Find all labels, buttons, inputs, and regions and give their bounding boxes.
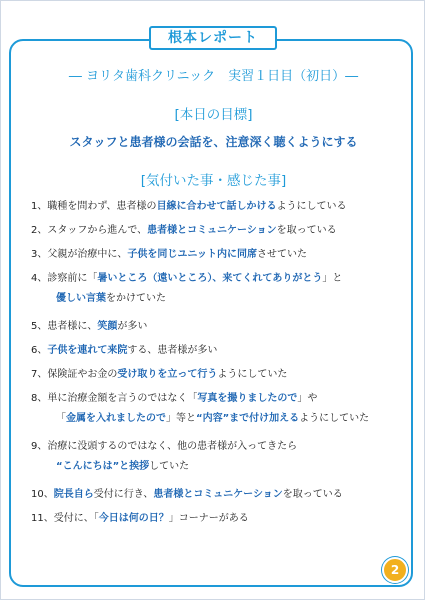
report-title-tab: 根本レポート (149, 26, 277, 50)
note-text: 4、診察前に「 (31, 273, 98, 284)
goal-text: スタッフと患者様の会話を、注意深く聴くようにする (69, 135, 358, 149)
note-text: 9、治療に没頭するのではなく、他の患者様が入ってきたら (31, 441, 298, 452)
highlighted-phrase: 金属を入れましたので (66, 413, 166, 424)
note-text: 受付に行き、 (93, 489, 154, 500)
goal-heading: [本日の目標] (174, 107, 253, 123)
note-line (31, 224, 401, 238)
highlighted-phrase: 院長自ら (53, 489, 94, 500)
note-line (31, 368, 401, 382)
note-text: 8、単に治療金額を言うのではなく「 (31, 393, 198, 404)
highlighted-phrase: 患者様とコミュニケーション (153, 489, 283, 500)
note-text: が多い (117, 321, 148, 332)
note-text: を取っている (282, 489, 343, 500)
note-item (31, 392, 401, 440)
note-text: 7、保険証やお金の (31, 369, 118, 380)
notes-list (31, 200, 401, 536)
highlighted-phrase: 目線に合わせて話しかける (156, 201, 277, 212)
note-item (31, 368, 401, 392)
note-line (31, 488, 401, 502)
note-item (31, 272, 401, 320)
note-line (31, 512, 401, 526)
note-item (31, 320, 401, 344)
note-line (31, 406, 401, 426)
note-text: 5、患者様に、 (31, 321, 98, 332)
highlighted-phrase: 患者様とコミュニケーション (147, 225, 277, 236)
note-text: 」コーナーがある (168, 513, 249, 524)
note-line (31, 286, 401, 306)
note-item (31, 200, 401, 224)
note-text: する、患者様が多い (127, 345, 218, 356)
note-text: をかけていた (106, 293, 166, 304)
note-text: 」や (297, 393, 318, 404)
note-text: ようにしていた (217, 369, 288, 380)
note-text: 「 (56, 413, 66, 424)
note-item (31, 248, 401, 272)
note-item (31, 344, 401, 368)
note-text: 」と (322, 273, 343, 284)
note-line (31, 454, 401, 474)
highlighted-phrase: 子供を連れて来院 (47, 345, 128, 356)
highlighted-phrase: 暑いところ（遠いところ）、来てくれてありがとう (97, 273, 323, 284)
highlighted-phrase: 今日は何の日？ (98, 513, 169, 524)
note-item (31, 224, 401, 248)
note-line (31, 320, 401, 334)
highlighted-phrase: 優しい言葉 (56, 293, 106, 304)
clinic-subtitle: ― ヨリタ歯科クリニック 実習１日目（初日）― (68, 69, 359, 84)
notes-heading: [気付いた事・感じた事] (140, 173, 287, 189)
note-text: 3、父親が治療中に、 (31, 249, 128, 260)
note-text: 」等と (166, 413, 196, 424)
page-number-badge: 2 (382, 557, 408, 583)
note-line (31, 272, 401, 286)
highlighted-phrase: 笑顔 (97, 321, 118, 332)
note-line (31, 344, 401, 358)
note-text: 6、 (31, 345, 48, 356)
note-text: 1、職種を問わず、患者様の (31, 201, 157, 212)
note-text: 2、スタッフから進んで、 (31, 225, 148, 236)
note-text: していた (149, 461, 190, 472)
note-item (31, 512, 401, 536)
note-item (31, 440, 401, 488)
highlighted-phrase: “内容”まで付け加える (196, 413, 300, 424)
note-line (31, 440, 401, 454)
note-text: ようにしていた (299, 413, 370, 424)
note-text: 11、受付に、「 (31, 513, 99, 524)
highlighted-phrase: “こんにちは”と挨拶 (56, 461, 150, 472)
note-text: を取っている (276, 225, 337, 236)
note-text: 10、 (31, 489, 54, 500)
note-text: させていた (256, 249, 307, 260)
note-line (31, 200, 401, 214)
note-item (31, 488, 401, 512)
highlighted-phrase: 写真を撮りましたので (197, 393, 298, 404)
note-line (31, 392, 401, 406)
note-text: ようにしている (276, 201, 347, 212)
highlighted-phrase: 受け取りを立って行う (117, 369, 218, 380)
note-line (31, 248, 401, 262)
highlighted-phrase: 子供を同じユニット内に同席 (127, 249, 257, 260)
